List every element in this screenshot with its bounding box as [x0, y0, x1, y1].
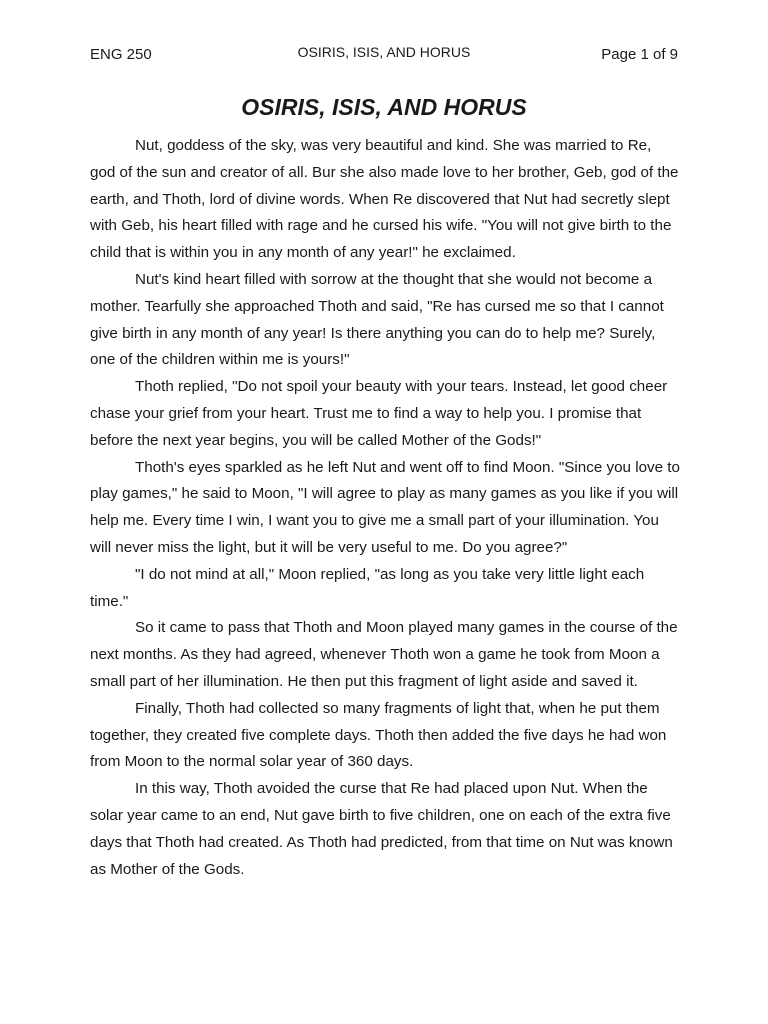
paragraph: In this way, Thoth avoided the curse that Re had placed upon Nut. When the solar year came to an end, Nut gave birth to five children, one on each of the extra five days that Thoth had created. As Thoth had predicted, from that time on Nut was known as Mother of the Gods. — [90, 780, 673, 878]
paragraph: Nut's kind heart filled with sorrow at the thought that she would not become a mother. Tearfully she approached Thoth and said, "Re has cursed me so that I cannot give birth in any month of any year! Is there anything you can do to help me? Surely, one of the children within me is yours!" — [90, 270, 664, 369]
paragraph: Nut, goddess of the sky, was very beautiful and kind. She was married to Re, god of the sun and creator of all. Bur she also made love to her brother, Geb, god of the earth, and Thoth, lord of divine words. When Re discovered that Nut had secretly slept with Geb, his heart filled with rage and he cursed his wife. "You will not give birth to the child that is within you in any month of any year!" he exclaimed. — [90, 137, 679, 262]
page-number: Page 1 of 9 — [601, 46, 678, 63]
paragraph: Thoth replied, "Do not spoil your beauty with your tears. Instead, let good cheer chase your grief from your heart. Trust me to find a way to help you. I promise that before the next year begins, you will be called Mother of the Gods!" — [90, 378, 668, 449]
course-code: ENG 250 — [90, 46, 152, 63]
running-title: OSIRIS, ISIS, AND HORUS — [297, 44, 471, 60]
paragraph: "I do not mind at all," Moon replied, "as long as you take very little light each time." — [90, 565, 645, 610]
paragraph: Thoth's eyes sparkled as he left Nut and went off to find Moon. "Since you love to play games," he said to Moon, "I will agree to play as many games as you like if you will help me. Every time I win, I want you to give me a small part of your illumination. You will never miss the light, but it will be very useful to me. Do you agree?" — [90, 458, 680, 556]
paragraph: So it came to pass that Thoth and Moon played many games in the course of the next months. As they had agreed, whenever Thoth won a game he took from Moon a small part of her illumination. He then put this fragment of light aside and saved it. — [90, 619, 678, 690]
page-header — [90, 44, 678, 66]
body-text — [90, 133, 680, 883]
paragraph: Finally, Thoth had collected so many fragments of light that, when he put them together, they created five complete days. Thoth then added the five days he had won from Moon to the normal solar year of 360 days. — [90, 699, 667, 771]
document-title: OSIRIS, ISIS, AND HORUS — [241, 94, 527, 120]
